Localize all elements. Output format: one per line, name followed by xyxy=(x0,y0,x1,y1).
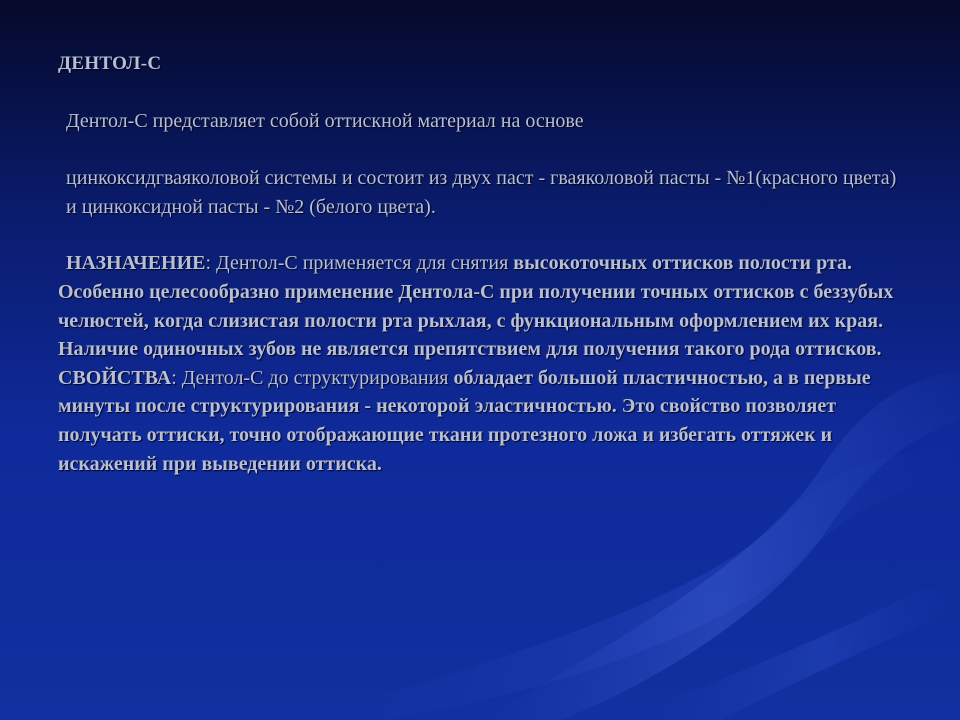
purpose-paragraph xyxy=(58,249,908,363)
slide-title: ДЕНТОЛ-С xyxy=(58,53,162,74)
properties-text-rest: обладает большой пластичностью, а в первые минуты после структурирования - некоторой эластичностью. Это свойство позволяет получать оттиски, точно отображающие ткани протезного ложа и избегать оттяжек и искажений при выведении оттиска. xyxy=(58,366,871,475)
properties-paragraph xyxy=(58,364,908,478)
purpose-label: НАЗНАЧЕНИЕ xyxy=(66,252,206,275)
properties-label: СВОЙСТВА xyxy=(58,366,172,389)
properties-text-start: : Дентол-С до структурирования xyxy=(171,366,449,389)
purpose-text-start: : Дентол-С применяется для снятия xyxy=(205,252,509,275)
purpose-text-rest: высокоточных оттисков полости рта. Особенно целесообразно применение Дентола-С при получении точных оттисков с беззубых челюстей, когда слизистая полости рта рыхлая, с функциональным оформлением их края. Наличие одиночных зубов не является препятствием для получения такого рода оттисков. xyxy=(58,252,894,361)
slide-content xyxy=(58,50,908,478)
intro-paragraph: Дентол-С представляет собой оттискной материал на основе xyxy=(66,109,584,132)
composition-paragraph: цинкоксидгваяколовой системы и состоит из двух паст - гваяколовой пасты - №1(красного цвета) и цинкоксидной пасты - №2 (белого цвета). xyxy=(66,167,897,218)
